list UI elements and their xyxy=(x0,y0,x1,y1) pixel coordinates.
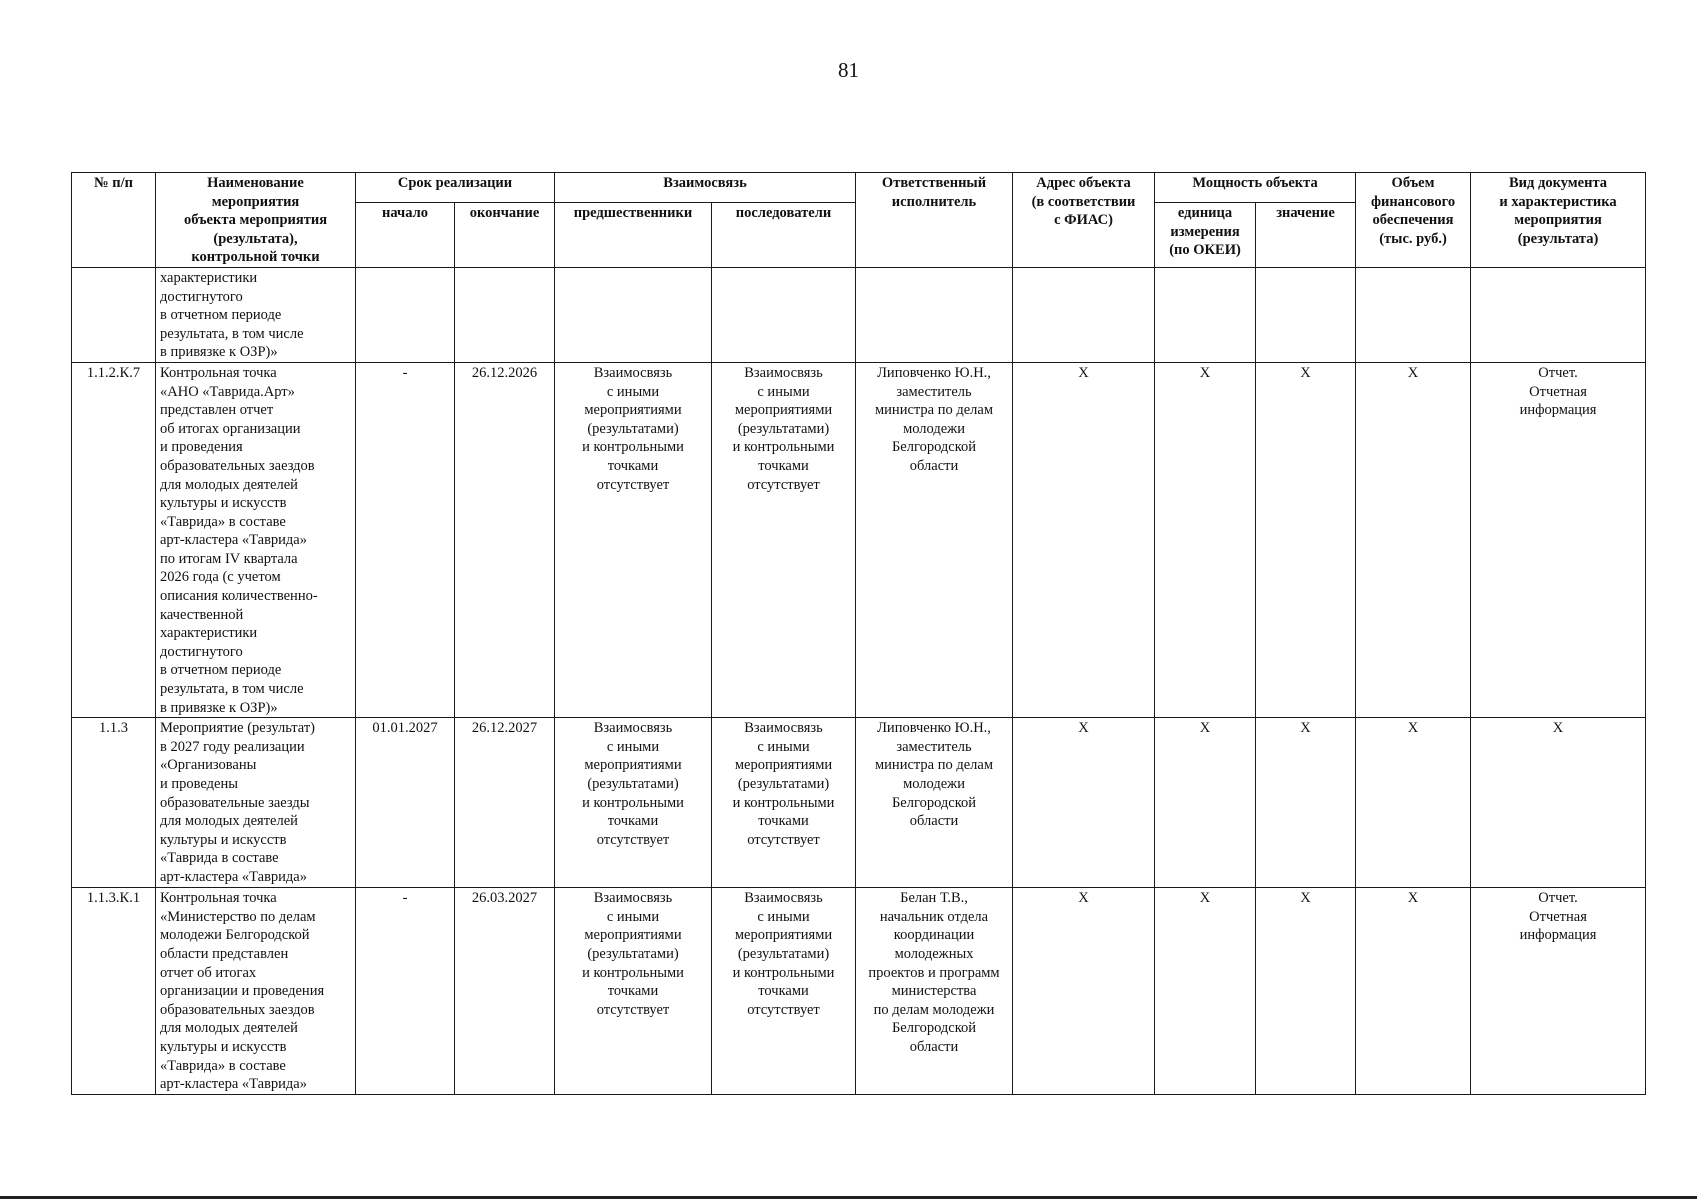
header-finance: Объем финансового обеспечения (тыс. руб.) xyxy=(1356,173,1471,268)
cell-pred xyxy=(555,267,712,362)
cell-address: X xyxy=(1013,888,1155,1095)
header-address: Адрес объекта (в соответствии с ФИАС) xyxy=(1013,173,1155,268)
cell-end: 26.12.2027 xyxy=(455,718,555,888)
cell-pred: Взаимосвязь с иными мероприятиями (результатами) и контрольными точками отсутствует xyxy=(555,718,712,888)
header-num: № п/п xyxy=(72,173,156,268)
table-header-row xyxy=(72,173,1646,203)
cell-value: X xyxy=(1256,888,1356,1095)
cell-end: 26.12.2026 xyxy=(455,362,555,717)
cell-name: Мероприятие (результат) в 2027 году реализации «Организованы и проведены образовательные заезды для молодых деятелей культуры и искусств «Таврида в составе арт-кластера «Таврида» xyxy=(156,718,356,888)
cell-num xyxy=(72,267,156,362)
cell-pred: Взаимосвязь с иными мероприятиями (результатами) и контрольными точками отсутствует xyxy=(555,362,712,717)
cell-end: 26.03.2027 xyxy=(455,888,555,1095)
cell-unit xyxy=(1155,267,1256,362)
header-period: Срок реализации xyxy=(356,173,555,203)
cell-responsible xyxy=(856,267,1013,362)
cell-num: 1.1.3.К.1 xyxy=(72,888,156,1095)
cell-succ xyxy=(712,267,856,362)
cell-responsible: Липовченко Ю.Н., заместитель министра по делам молодежи Белгородской области xyxy=(856,718,1013,888)
header-relation-succ: последователи xyxy=(712,203,856,268)
cell-value: X xyxy=(1256,718,1356,888)
cell-num: 1.1.2.К.7 xyxy=(72,362,156,717)
page-number: 81 xyxy=(838,58,859,82)
cell-responsible: Липовченко Ю.Н., заместитель министра по делам молодежи Белгородской области xyxy=(856,362,1013,717)
cell-finance: X xyxy=(1356,888,1471,1095)
cell-name: характеристики достигнутого в отчетном периоде результата, в том числе в привязке к ОЗР)» xyxy=(156,267,356,362)
activities-table xyxy=(71,172,1646,1095)
cell-start xyxy=(356,267,455,362)
cell-address xyxy=(1013,267,1155,362)
table-row xyxy=(72,888,1646,1095)
cell-start: - xyxy=(356,362,455,717)
header-responsible: Ответственный исполнитель xyxy=(856,173,1013,268)
cell-unit: X xyxy=(1155,718,1256,888)
header-capacity-unit: единица измерения (по ОКЕИ) xyxy=(1155,203,1256,268)
cell-value xyxy=(1256,267,1356,362)
cell-finance: X xyxy=(1356,718,1471,888)
cell-doc: Отчет. Отчетная информация xyxy=(1471,888,1646,1095)
cell-doc xyxy=(1471,267,1646,362)
header-capacity-value: значение xyxy=(1256,203,1356,268)
cell-doc: Отчет. Отчетная информация xyxy=(1471,362,1646,717)
header-name: Наименование мероприятия объекта мероприятия (результата), контрольной точки xyxy=(156,173,356,268)
cell-start: - xyxy=(356,888,455,1095)
cell-pred: Взаимосвязь с иными мероприятиями (результатами) и контрольными точками отсутствует xyxy=(555,888,712,1095)
cell-address: X xyxy=(1013,718,1155,888)
cell-name: Контрольная точка «АНО «Таврида.Арт» представлен отчет об итогах организации и проведения образовательных заездов для молодых деятелей культуры и искусств «Таврида» в составе арт-кластера «Таврида» по итогам IV квартала 2026 года (с учетом описания количественно- качественной характеристики достигнутого в отчетном периоде результата, в том числе в привязке к ОЗР)» xyxy=(156,362,356,717)
cell-num: 1.1.3 xyxy=(72,718,156,888)
cell-finance xyxy=(1356,267,1471,362)
cell-unit: X xyxy=(1155,888,1256,1095)
header-capacity: Мощность объекта xyxy=(1155,173,1356,203)
header-relation-pred: предшественники xyxy=(555,203,712,268)
cell-unit: X xyxy=(1155,362,1256,717)
cell-responsible: Белан Т.В., начальник отдела координации молодежных проектов и программ министерства по делам молодежи Белгородской области xyxy=(856,888,1013,1095)
cell-doc: X xyxy=(1471,718,1646,888)
header-period-end: окончание xyxy=(455,203,555,268)
cell-value: X xyxy=(1256,362,1356,717)
scan-bottom-edge xyxy=(0,1196,1697,1199)
cell-finance: X xyxy=(1356,362,1471,717)
header-relation: Взаимосвязь xyxy=(555,173,856,203)
cell-address: X xyxy=(1013,362,1155,717)
cell-succ: Взаимосвязь с иными мероприятиями (результатами) и контрольными точками отсутствует xyxy=(712,718,856,888)
cell-end xyxy=(455,267,555,362)
cell-succ: Взаимосвязь с иными мероприятиями (результатами) и контрольными точками отсутствует xyxy=(712,888,856,1095)
cell-name: Контрольная точка «Министерство по делам молодежи Белгородской области представлен отчет об итогах организации и проведения образовательных заездов для молодых деятелей культуры и искусств «Таврида» в составе арт-кластера «Таврида» xyxy=(156,888,356,1095)
header-period-start: начало xyxy=(356,203,455,268)
cell-start: 01.01.2027 xyxy=(356,718,455,888)
table-row xyxy=(72,362,1646,717)
table-row xyxy=(72,718,1646,888)
header-doc-type: Вид документа и характеристика мероприятия (результата) xyxy=(1471,173,1646,268)
table-row xyxy=(72,267,1646,362)
cell-succ: Взаимосвязь с иными мероприятиями (результатами) и контрольными точками отсутствует xyxy=(712,362,856,717)
